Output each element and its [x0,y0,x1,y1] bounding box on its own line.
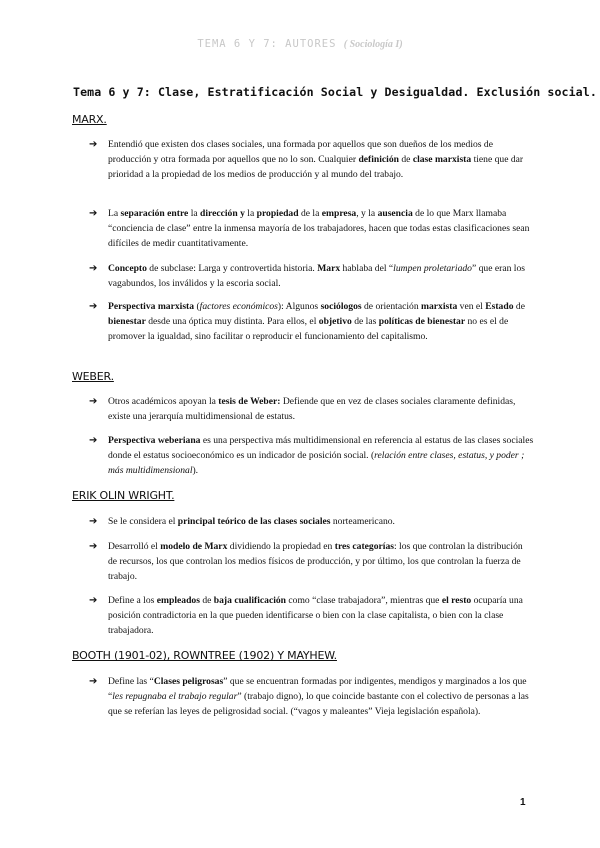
weber-bullet-1 [89,394,534,424]
bullet-text: Perspectiva marxista (factores económicos): Algunos sociólogos de orientación marxista ven el Estado de bienestar desde una óptica muy distinta. Para ellos, el objetivo de las políticas de bienestar no es el de promover la igualdad, sino facilitar o reproducir el funcionamiento del capitalismo. [108,301,525,342]
right-arrow-icon: ➔ [89,301,98,312]
right-arrow-icon: ➔ [89,516,98,527]
bullet-text: La separación entre la dirección y la propiedad de la empresa, y la ausencia de lo que Marx llamaba “conciencia de clase” entre la inmensa mayoría de los trabajadores, hacen que todas estas clasificaciones sean difíciles de medir cuantitativamente. [108,208,530,249]
wright-bullet-2 [89,539,534,584]
bullet-text: Entendió que existen dos clases sociales, una formada por aquellos que son dueños de los medios de producción y otra formada por aquellos que no lo son. Cualquier definición de clase marxista tiene que dar prioridad a la propiedad de los medios de producción y al mundo del trabajo. [108,139,524,180]
page-number: 1 [520,797,526,808]
page-header [0,38,600,50]
section-heading-marx: MARX. [72,113,107,126]
right-arrow-icon: ➔ [89,541,98,552]
bullet-text: Desarrolló el modelo de Marx dividiendo la propiedad en tres categorías: los que controlan la distribución de recursos, los que controlan los medios físicos de producción, y por último, los que controlan la fuerza de trabajo. [108,541,523,582]
document-title: Tema 6 y 7: Clase, Estratificación Social y Desigualdad. Exclusión social. [73,85,597,99]
right-arrow-icon: ➔ [89,396,98,407]
marx-bullet-2 [89,206,534,251]
wright-bullet-1 [89,514,534,529]
section-heading-weber: WEBER. [72,370,114,383]
section-heading-wright: ERIK OLIN WRIGHT. [72,489,175,502]
header-subtitle: ( Sociología I) [343,39,403,50]
booth-bullet-1 [89,674,534,719]
header-title: TEMA 6 Y 7: AUTORES [197,38,337,50]
right-arrow-icon: ➔ [89,263,98,274]
marx-bullet-4 [89,299,534,344]
right-arrow-icon: ➔ [89,139,98,150]
bullet-text: Se le considera el principal teórico de las clases sociales norteamericano. [108,516,395,527]
section-heading-booth: BOOTH (1901-02), ROWNTREE (1902) Y MAYHEW. [72,649,337,662]
marx-bullet-1 [89,137,534,182]
bullet-text: Otros académicos apoyan la tesis de Weber: Defiende que en vez de clases sociales claramente definidas, existe una jerarquía multidimensional de estatus. [108,396,516,422]
right-arrow-icon: ➔ [89,435,98,446]
right-arrow-icon: ➔ [89,676,98,687]
weber-bullet-2 [89,433,534,478]
bullet-text: Concepto de subclase: Larga y controvertida historia. Marx hablaba del “lumpen proletariado” que eran los vagabundos, los inválidos y la escoria social. [108,263,525,289]
wright-bullet-3 [89,593,534,638]
bullet-text: Define las “Clases peligrosas” que se encuentran formadas por indigentes, mendigos y marginados a los que “les repugnaba el trabajo regular” (trabajo digno), lo que coincide bastante con el colectivo de personas a las que se referían las leyes de peligrosidad social. (“vagos y maleantes” Vieja legislación española). [108,676,529,717]
right-arrow-icon: ➔ [89,208,98,219]
right-arrow-icon: ➔ [89,595,98,606]
bullet-text: Perspectiva weberiana es una perspectiva más multidimensional en referencia al estatus de las clases sociales donde el estatus socioeconómico es un indicador de posición social. (relación entre clases, estatus, y poder ; más multidimensional). [108,435,534,476]
bullet-text: Define a los empleados de baja cualificación como “clase trabajadora”, mientras que el resto ocuparía una posición contradictoria en la que pueden identificarse o bien con la clase capitalista, o bien con la clase trabajadora. [108,595,523,636]
marx-bullet-3 [89,261,534,291]
